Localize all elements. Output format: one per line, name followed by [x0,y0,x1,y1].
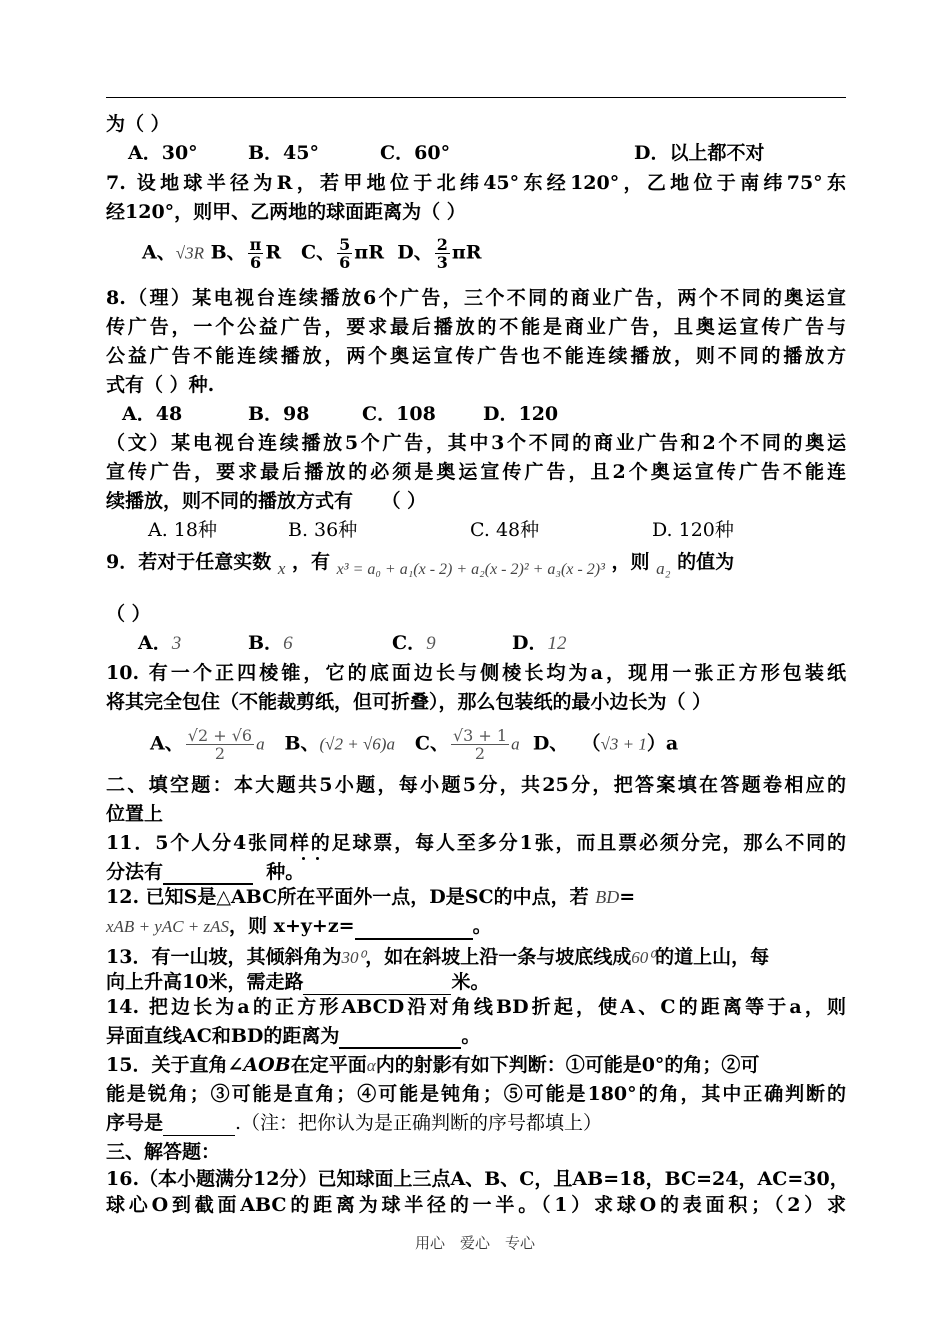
q7-option-d-fraction: $\frac{2}{3}$ [436,235,448,272]
q9-option-a: A．3 [138,632,182,654]
q14-line-2: 异面直线AC和BD的距离为 。 [106,1025,481,1047]
q7-options: A、√3R B、 $\frac{\pi}{6}$ R C、 $\frac{5}{6}$ πR D、 $\frac{2}{3}$ πR [142,235,482,272]
q13-angle-30: 30⁰ [341,948,366,967]
q6-option-d: D．以上都不对 [634,142,765,164]
section2-heading-line-2: 位置上 [106,803,164,825]
q10-options: A、 $\frac{√2 + √6}{2}$ a B、(√2 + √6)a C、 $\frac{√3 + 1}{2}$ a D、 （√3 + 1）a [150,726,679,763]
q14-answer-blank[interactable] [339,1027,461,1049]
section3-heading: 三、解答题： [106,1141,221,1163]
q7-option-a-value: √3R [175,243,204,263]
q8-option-a: A．48 [122,403,183,425]
q7-option-c-fraction: $\frac{5}{6}$ [339,235,351,272]
q10-line-2: 将其完全包住（不能裁剪纸，但可折叠），那么包装纸的最小边长为（ ） [106,691,712,713]
q12-vector-expression: xAB + yAC + zAS [106,917,230,936]
q16-line-1: 16.（本小题满分12分）已知球面上三点A、B、C，且AB=18，BC=24，AC=30， [106,1168,849,1190]
q10-option-a-fraction: $\frac{√2 + √6}{2}$ [187,726,253,763]
q12-answer-blank[interactable] [355,918,473,940]
q12-line-2: xAB + yAC + zAS，则 x+y+z= 。 [106,913,846,940]
q6-option-a: A．30° [128,142,198,164]
q14-line-1: 14. 把边长为a的正方形ABCD沿对角线BD折起，使A、C的距离等于a，则 [106,996,846,1018]
q8-wen-line-2: 宣传广告，要求最后播放的必须是奥运宣传广告，且2个奥运宣传广告不能连 [106,461,846,483]
q11-line-2: 分法有 种。 [106,861,305,883]
q9-option-b: B．6 [248,632,293,654]
q11-line-1: 11．5个人分4张同样的足球票，每人至多分1张，而且票必须分完，那么不同的 [106,832,846,854]
q8-line-1: 8.（理）某电视台连续播放6个广告，三个不同的商业广告，两个不同的奥运宣 [106,287,846,309]
q6-option-c: C．60° [380,142,451,164]
q16-line-2: 球心O到截面ABC的距离为球半径的一半。（1）求球O的表面积；（2）求 [106,1194,846,1216]
q9-a2: a₂ [656,559,671,578]
q15-line-2: 能是锐角；③可能是直角；④可能是钝角；⑤可能是180°的角，其中正确判断的 [106,1083,846,1105]
q7-option-c-label: C、 [301,241,336,264]
q8-wen-option-d: D. 120种 [652,519,734,541]
q7-line-2: 经120°，则甲、乙两地的球面距离为（ ） [106,201,466,223]
q9-paren: （ ） [106,603,151,625]
q10-option-c-fraction: $\frac{√3 + 1}{2}$ [452,726,508,763]
q8-line-2: 传广告，一个公益广告，要求最后播放的不能是商业广告，且奥运宣传广告与 [106,316,846,338]
q15-line-1: 15．关于直角∠AOB在定平面α内的射影有如下判断：①可能是0°的角；②可 [106,1054,760,1076]
q6-option-b: B．45° [248,142,319,164]
q15-alpha: α [366,1056,376,1075]
q8-line-4: 式有（ ）种. [106,374,215,396]
q7-option-b-fraction: $\frac{\pi}{6}$ [249,235,262,272]
q8-option-c: C．108 [362,403,436,425]
q11-emphasis-dot [316,857,319,860]
header-rule [106,97,846,98]
q9-var-x: x [277,559,286,578]
q9-formula: x³ = a₀ + a₁(x - 2) + a₂(x - 2)² + a₃(x - 2)³ [336,561,605,578]
q8-wen-option-a: A. 18种 [148,519,217,541]
q8-wen-line-1: （文）某电视台连续播放5个广告，其中3个不同的商业广告和2个不同的奥运 [106,432,846,454]
q13-line-2: 向上升高10米，需走路 米。 [106,971,490,993]
q13-answer-blank[interactable] [303,974,451,995]
q7-option-d-label: D、 [397,241,433,264]
q7-line-1: 7. 设地球半径为R，若甲地位于北纬45°东经120°，乙地位于南纬75°东 [106,172,846,194]
q8-line-3: 公益广告不能连续播放，两个奥运宣传广告也不能连续播放，则不同的播放方 [106,345,846,367]
q15-line-3: 序号是 .（注：把你认为是正确判断的序号都填上） [106,1112,603,1134]
q9-line-1: 9．若对于任意实数 x ，有 $_{x^3 = a_0 + a_1(x - 2) + a_2(x - 2)^2 + a_3(x - 2)^3}$ ，则 a₂ 的值为 [106,551,735,578]
q8-wen-line-3: 续播放，则不同的播放方式有 （ ） [106,490,427,512]
q13-angle-60: 60⁰ [631,948,656,967]
q15-angle: ∠AOB [227,1054,291,1076]
q11-emphasis-dot [302,857,305,860]
q12-line-1: 12. 已知S是△ABC所在平面外一点，D是SC的中点，若 BD= [106,886,636,908]
q7-option-b-label: B、 [210,241,246,264]
q11-answer-blank[interactable] [163,863,253,885]
q9-option-c: C．9 [392,632,436,654]
q7-option-a-label: A、 [142,241,176,264]
q8-option-d: D．120 [483,403,559,425]
q10-line-1: 10. 有一个正四棱锥，它的底面边长与侧棱长均为a，现用一张正方形包装纸 [106,662,846,684]
q8-wen-option-c: C. 48种 [470,519,540,541]
q10-option-b-value: (√2 + √6)a [319,734,395,754]
page-footer: 用心 爱心 专心 [414,1234,535,1252]
q8-option-b: B．98 [248,403,310,425]
q15-answer-blank[interactable] [163,1115,235,1136]
q8-wen-option-b: B. 36种 [288,519,358,541]
q6-continuation: 为（ ） [106,113,170,135]
q13-line-1: 13．有一山坡，其倾斜角为30⁰，如在斜坡上沿一条与坡底线成60⁰的道上山，每 [106,946,770,968]
section2-heading-line-1: 二、填空题：本大题共5小题，每小题5分，共25分，把答案填在答题卷相应的 [106,774,846,796]
q12-vector-bd: BD [595,887,620,907]
q10-option-d-value: √3 + 1 [600,734,647,754]
q9-option-d: D．12 [512,632,567,654]
